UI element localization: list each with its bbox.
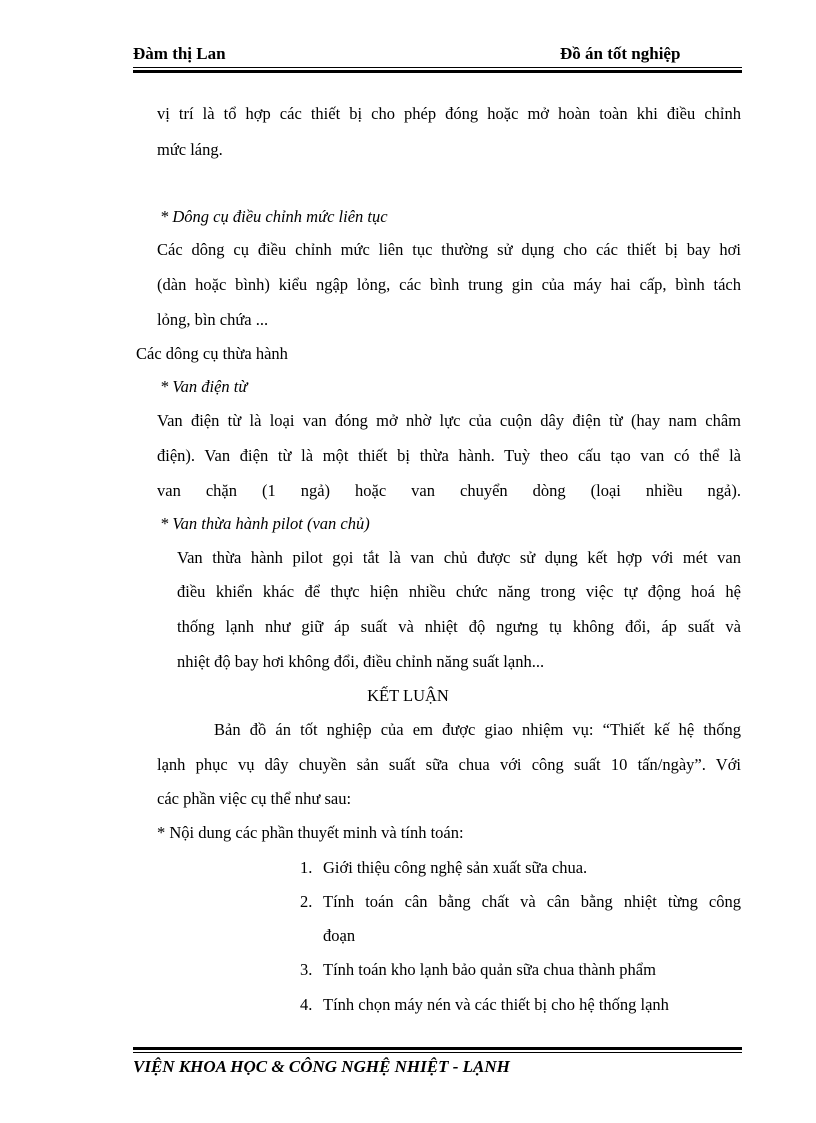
heading-actuators: Các dông cụ thừa hành [136,344,288,363]
list-item-1-num: 1. [300,858,313,877]
footer-institute: VIỆN KHOA HỌC & CÔNG NGHỆ NHIỆT - LẠNH [133,1057,510,1076]
footer-rule-thin [133,1052,742,1053]
content-heading: * Nội dung các phần thuyết minh và tính toán: [157,823,464,842]
heading-solenoid: * Van điện từ [160,377,248,396]
p3-line2: điện). Van điện từ là một thiết bị thừa hành. Tuỳ theo cấu tạo van có thể là [157,446,741,465]
list-item-4-text: Tính chọn máy nén và các thiết bị cho hệ thống lạnh [323,995,669,1014]
p1-line1: vị trí là tổ hợp các thiết bị cho phép đóng hoặc mở hoàn toàn khi điều chỉnh [157,104,741,123]
header-doc-title: Đồ án tốt nghiệp [560,44,681,63]
heading-continuous: * Dông cụ điều chỉnh mức liên tục [160,207,388,226]
list-item-2-num: 2. [300,892,313,911]
list-item-2-text-cont: đoạn [323,926,356,945]
header-rule-thick [133,70,742,73]
p5-line3: các phần việc cụ thể như sau: [157,789,352,808]
list-item-4-num: 4. [300,995,313,1014]
p4-line3: thống lạnh như giữ áp suất và nhiệt độ ngưng tụ không đổi, áp suất và [177,617,741,636]
p2-line2: (dàn hoặc bình) kiểu ngập lỏng, các bình trung gin của máy hai cấp, bình tách [157,275,741,294]
list-item-3-num: 3. [300,960,313,979]
p5-line2: lạnh phục vụ dây chuyền sản suất sữa chua với công suất 10 tấn/ngày”. Với [157,755,741,774]
list-item-1-text: Giới thiệu công nghệ sản xuất sữa chua. [323,858,588,877]
header-rule-thin [133,67,742,68]
p2-line3: lỏng, bìn chứa ... [157,310,269,329]
p3-line1: Van điện từ là loại van đóng mở nhờ lực của cuộn dây điện từ (hay nam châm [157,411,741,430]
header-author: Đàm thị Lan [133,44,226,63]
p5-line1: Bản đồ án tốt nghiệp của em được giao nhiệm vụ: “Thiết kế hệ thống [214,720,741,739]
p2-line1: Các dông cụ điều chỉnh mức liên tục thường sử dụng cho các thiết bị bay hơi [157,240,741,259]
p3-line3: van chặn (1 ngả) hoặc van chuyển dòng (loại nhiều ngả). [157,481,741,500]
p4-line4: nhiệt độ bay hơi không đổi, điều chỉnh năng suất lạnh... [177,652,545,671]
heading-pilot: * Van thừa hành pilot (van chủ) [160,514,370,533]
list-item-2-text: Tính toán cân bằng chất và cân bằng nhiệt từng công [323,892,741,911]
p1-line2: mức láng. [157,140,223,159]
footer-rule-thick [133,1047,742,1050]
list-item-3-text: Tính toán kho lạnh bảo quản sữa chua thành phẩm [323,960,656,979]
conclusion-title: KẾT LUẬN [367,686,449,705]
p4-line1: Van thừa hành pilot gọi tắt là van chủ được sử dụng kết hợp với mét van [177,548,741,567]
p4-line2: điều khiển khác để thực hiện nhiều chức năng trong việc tự động hoá hệ [177,582,741,601]
